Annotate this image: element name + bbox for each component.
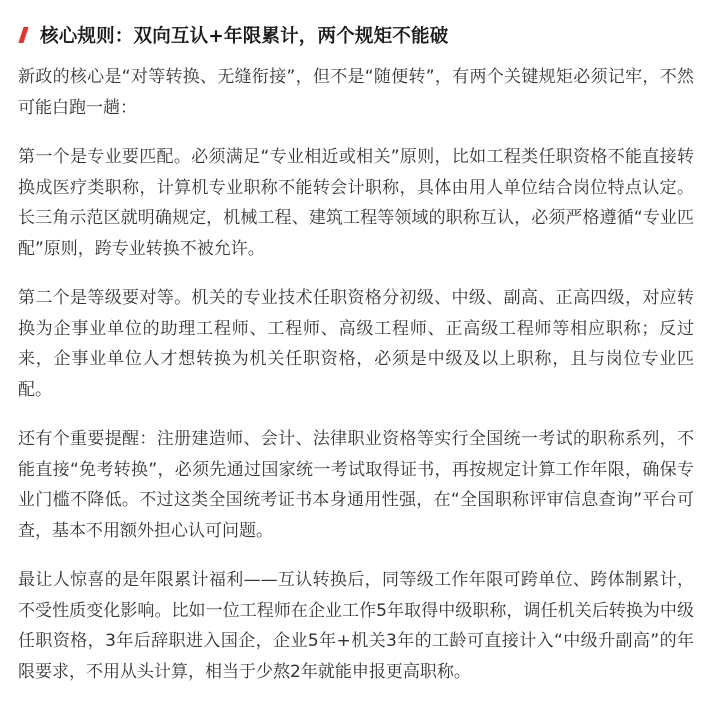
- paragraph-national-exam-reminder: 还有个重要提醒：注册建造师、会计、法律职业资格等实行全国统一考试的职称系列，不能直接“免考转换”，必须先通过国家统一考试取得证书，再按规定计算工作年限，确保专业门槛不降低。不过这类全国统考证书本身通用性强，在“全国职称评审信息查询”平台可查，基本不用额外担心认可问题。: [18, 429, 694, 541]
- paragraph-level-equivalence: 第二个是等级要对等。机关的专业技术任职资格分初级、中级、副高、正高四级，对应转换为企事业单位的助理工程师、工程师、高级工程师、正高级工程师等相应职称；反过来，企事业单位人才想转换为机关任职资格，必须是中级及以上职称，且与岗位专业匹配。: [18, 288, 694, 400]
- paragraph-years-accumulation: 最让人惊喜的是年限累计福利——互认转换后，同等级工作年限可跨单位、跨体制累计，不受性质变化影响。比如一位工程师在企业工作5年取得中级职称，调任机关后转换为中级任职资格，3年后辞职进入国企，企业5年+机关3年的工龄可直接计入“中级升副高”的年限要求，不用从头计算，相当于少熬2年就能申报更高职称。: [18, 570, 694, 682]
- paragraph-intro: 新政的核心是“对等转换、无缝衔接”，但不是“随便转”，有两个关键规矩必须记牢，不然可能白跑一趟：: [18, 67, 694, 118]
- section-heading: [18, 20, 694, 50]
- section-title: 核心规则：双向互认+年限累计，两个规矩不能破: [40, 26, 449, 47]
- accent-slash-marker: [18, 27, 28, 43]
- article-section: [18, 20, 694, 706]
- paragraph-professional-match: 第一个是专业要匹配。必须满足“专业相近或相关”原则，比如工程类任职资格不能直接转换成医疗类职称，计算机专业职称不能转会计职称，具体由用人单位结合岗位特点认定。长三角示范区就明确规定，机械工程、建筑工程等领域的职称互认，必须严格遵循“专业匹配”原则，跨专业转换不被允许。: [18, 147, 694, 259]
